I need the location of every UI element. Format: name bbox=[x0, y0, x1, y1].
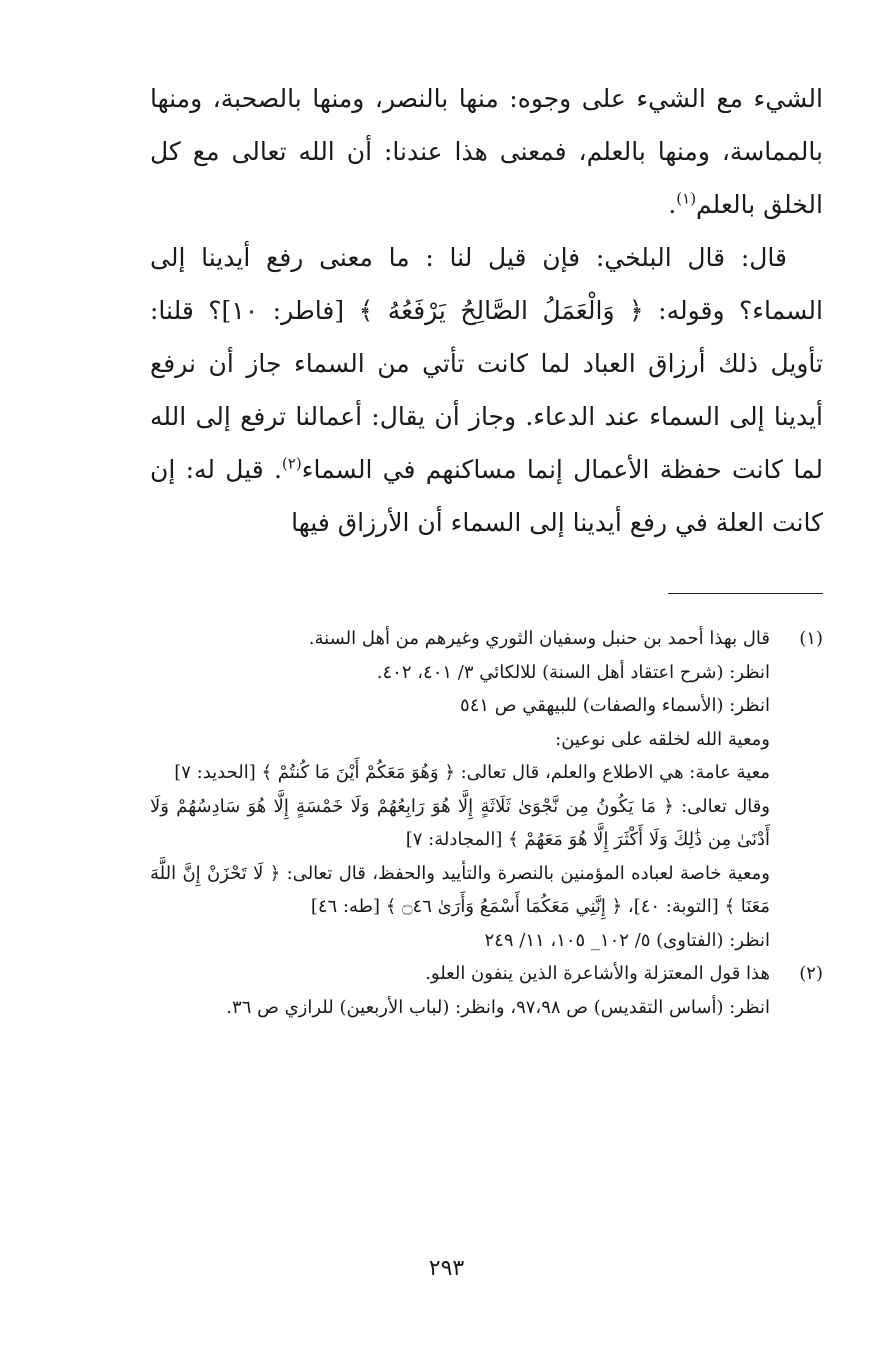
footnote-marker: (٢) bbox=[281, 454, 302, 473]
footnote bbox=[150, 622, 823, 957]
footnote-marker: (١) bbox=[676, 189, 697, 208]
paragraph-text: . bbox=[668, 190, 677, 219]
paragraph bbox=[150, 72, 823, 231]
footnote-line: معية عامة: هي الاطلاع والعلم، قال تعالى: ﴿ وَهُوَ مَعَكُمْ أَيْنَ مَا كُنتُمْ ﴾ [الحديد: ٧] bbox=[174, 762, 770, 783]
paragraph bbox=[150, 231, 823, 549]
footnote-line: انظر: (الفتاوى) ٥/ ١٠٢_ ١٠٥، ١١/ ٢٤٩ bbox=[484, 929, 770, 951]
footnote-number: (١) bbox=[799, 628, 823, 649]
footnote-line: هذا قول المعتزلة والأشاعرة الذين ينفون العلو. bbox=[425, 963, 770, 984]
footnote-line: قال بهذا أحمد بن حنبل وسفيان الثوري وغيرهم من أهل السنة. bbox=[308, 628, 770, 649]
footnotes bbox=[150, 622, 823, 1024]
footnote-line: انظر: (أساس التقديس) ص ٩٧،٩٨، وانظر: (لباب الأربعين) للرازي ص ٣٦. bbox=[226, 996, 770, 1018]
paragraph-text: . قيل له: إن كانت العلة في رفع أيدينا إلى السماء أن الأرزاق فيها bbox=[150, 455, 823, 537]
main-text bbox=[150, 72, 823, 549]
footnote-line: ومعية الله لخلقه على نوعين: bbox=[555, 728, 770, 750]
paragraph-text: [فاطر: ١٠]؟ قلنا: تأويل ذلك أرزاق العباد لما كانت تأتي من السماء جاز أن نرفع أيدينا إلى السماء عند الدعاء. وجاز أن يقال: أعمالنا ترفع إلى الله لما كانت حفظة الأعمال إنما مساكنهم في السماء bbox=[150, 296, 824, 484]
footnote-number: (٢) bbox=[799, 963, 823, 984]
quran-verse: ﴿ وَالْعَمَلُ الصَّالِحُ يَرْفَعُهُ ﴾ bbox=[358, 296, 644, 325]
page-number: ٢٩٣ bbox=[428, 1256, 465, 1281]
footnote-line: ومعية خاصة لعباده المؤمنين بالنصرة والتأييد والحفظ، قال تعالى: ﴿ لَا تَحْزَنْ إِنَّ اللَّهَ مَعَنَا ﴾ [التوبة: ٤٠]، ﴿ إِنَّنِي مَعَكُمَا أَسْمَعُ وَأَرَىٰ ۝٤٦ ﴾ [طه: ٤٦] bbox=[150, 862, 770, 917]
footnote-separator bbox=[668, 593, 823, 594]
paragraph-text: قال: قال البلخي: فإن قيل لنا : ما معنى رفع أيدينا إلى السماء؟ وقوله: bbox=[150, 243, 823, 325]
footnote bbox=[150, 957, 823, 1024]
footnote-line: انظر: (شرح اعتقاد أهل السنة) للالكائي ٣/ ٤٠١، ٤٠٢. bbox=[376, 661, 770, 683]
footnote-line: وقال تعالى: ﴿ مَا يَكُونُ مِن نَّجْوَىٰ ثَلَاثَةٍ إِلَّا هُوَ رَابِعُهُمْ وَلَا خَمْسَةٍ إِلَّا هُوَ سَادِسُهُمْ وَلَا أَدْنَىٰ مِن ذَٰلِكَ وَلَا أَكْثَرَ إِلَّا هُوَ مَعَهُمْ ﴾ [المجادلة: ٧] bbox=[150, 795, 770, 850]
footnote-line: انظر: (الأسماء والصفات) للبيهقي ص ٥٤١ bbox=[460, 695, 770, 716]
paragraph-text: الشيء مع الشيء على وجوه: منها بالنصر، ومنها بالصحبة، ومنها بالمماسة، ومنها بالعلم، فمعنى هذا عندنا: أن الله تعالى مع كل الخلق بالعلم bbox=[150, 84, 823, 219]
